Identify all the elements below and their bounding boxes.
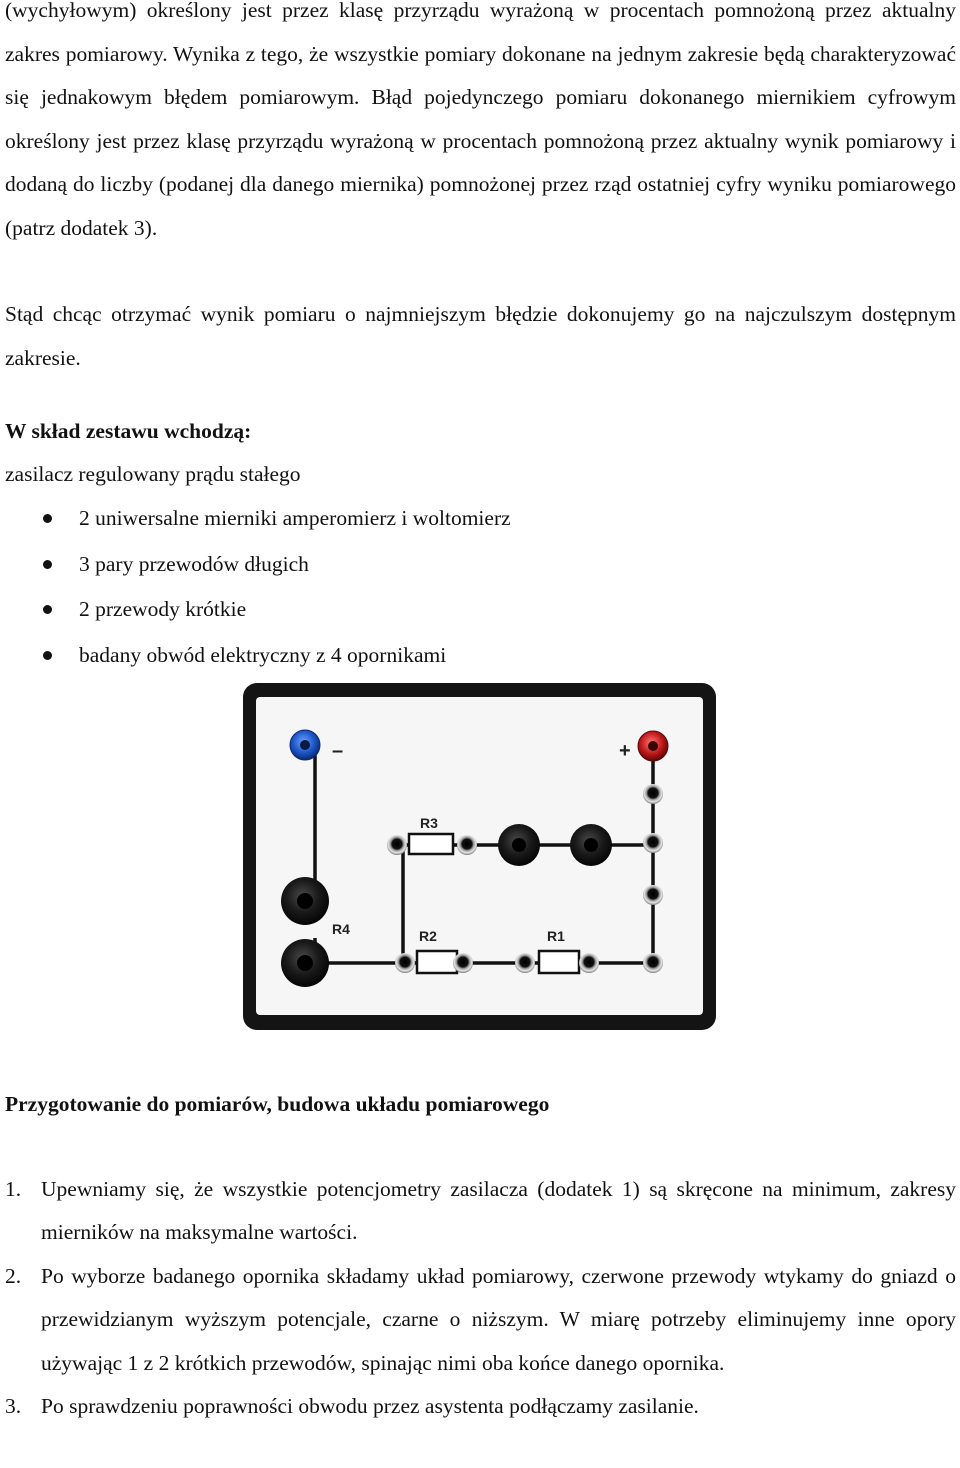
plus-label: + [619, 740, 631, 762]
list-item [5, 1385, 956, 1428]
step-text: Po wyborze badanego opornika składamy układ pomiarowy, czerwone przewody wtykamy do gniazd o przewidzianym wyższym potencjale, czarne o niższym. W miarę potrzeby eliminujemy inne opory używając 1 z 2 krótkich przewodów, spinając nimi oba końce danego opornika. [41, 1263, 956, 1375]
knob-left-lower [281, 939, 329, 987]
bullet-icon [43, 605, 52, 614]
knob-left-upper [281, 877, 329, 925]
list-item [5, 1168, 956, 1255]
bullet-icon [43, 560, 52, 569]
prep-steps-list [5, 1168, 956, 1428]
step-number: 3. [5, 1394, 22, 1419]
list-item: 2 uniwersalne mierniki amperomierz i woltomierz [5, 496, 905, 542]
knob-top-middle [498, 824, 540, 866]
prep-heading: Przygotowanie do pomiarów, budowa układu pomiarowego [5, 1092, 550, 1116]
list-item: 2 przewody krótkie [5, 587, 905, 633]
kit-bullet-list [5, 496, 905, 678]
svg-text:R4: R4 [332, 921, 350, 937]
step-number: 1. [5, 1177, 22, 1201]
intro-paragraph-1: (wychyłowym) określony jest przez klasę przyrządu wyrażoną w procentach pomnożoną przez aktualny zakres pomiarowy. Wynika z tego, że wszystkie pomiary dokonane na jednym zakresie będą charakteryzować się jednakowym błędem pomiarowym. Błąd pojedynczego pomiaru dokonanego miernikiem cyfrowym określony jest przez klasę przyrządu wyrażoną w procentach pomnożoną przez aktualny wynik pomiarowy i dodaną do liczby (podanej dla danego miernika) pomnożonej przez rząd ostatniej cyfry wyniku pomiarowego (patrz dodatek 3). [5, 0, 956, 240]
step-number: 2. [5, 1263, 22, 1288]
resistor-r4-label [332, 921, 350, 937]
list-item [5, 1255, 956, 1385]
bullet-icon [43, 651, 52, 660]
kit-first-item: zasilacz regulowany prądu stałego [5, 462, 301, 486]
minus-label: – [332, 740, 344, 762]
knob-top-right [570, 824, 612, 866]
red-socket [638, 731, 668, 761]
step-text: Po sprawdzeniu poprawności obwodu przez asystenta podłączamy zasilanie. [41, 1394, 699, 1419]
circuit-board-photo [243, 683, 716, 1030]
list-item: 3 pary przewodów długich [5, 542, 905, 588]
kit-heading: W skład zestawu wchodzą: [5, 419, 252, 443]
blue-socket [290, 730, 320, 760]
intro-paragraph-2: Stąd chcąc otrzymać wynik pomiaru o najmniejszym błędzie dokonujemy go na najczulszym dostępnym zakresie. [5, 302, 956, 370]
bullet-icon [43, 514, 52, 523]
svg-text:R1: R1 [547, 928, 565, 944]
svg-text:R3: R3 [420, 815, 438, 831]
svg-text:R2: R2 [419, 928, 437, 944]
step-text: Upewniamy się, że wszystkie potencjometry zasilacza (dodatek 1) są skręcone na minimum, zakresy mierników na maksymalne wartości. [41, 1177, 956, 1245]
list-item: badany obwód elektryczny z 4 opornikami [5, 633, 905, 679]
